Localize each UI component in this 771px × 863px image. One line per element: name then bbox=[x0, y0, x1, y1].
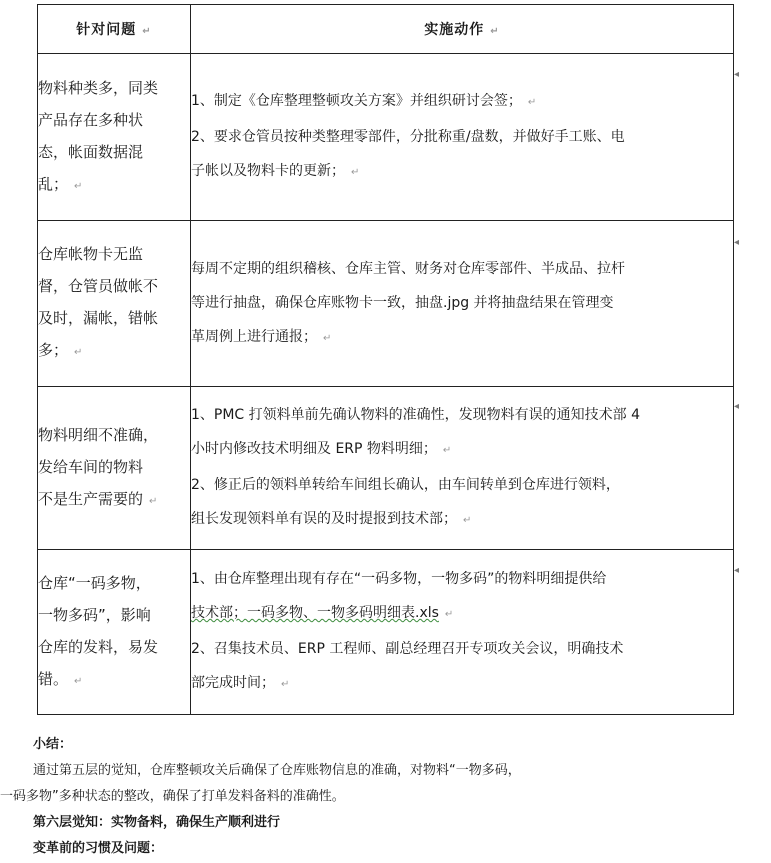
header-action: 实施动作 ↵ bbox=[191, 5, 734, 54]
paragraph-mark-icon: ↵ bbox=[351, 167, 360, 178]
action-cell: 每周不定期的组织稽核、仓库主管、财务对仓库零部件、半成品、拉杆 等进行抽盘，确保仓库账物卡一致，抽盘.jpg 并将抽盘结果在管理变 革周例上进行通报； ↵ bbox=[191, 221, 734, 387]
table-row bbox=[38, 387, 734, 550]
paragraph-mark-icon: ↵ bbox=[149, 495, 158, 507]
summary-line-1: 通过第五层的觉知，仓库整顿攻关后确保了仓库账物信息的准确，对物料“一物多码， bbox=[33, 763, 521, 778]
paragraph-mark-icon: ↵ bbox=[74, 180, 83, 192]
margin-mark-icon: ◂ bbox=[734, 401, 740, 412]
paragraph-mark-icon: ↵ bbox=[463, 515, 472, 526]
paragraph-mark-icon: ↵ bbox=[74, 675, 83, 687]
problem-cell: 物料明细不准确， 发给车间的物料 不是生产需要的 ↵ bbox=[38, 387, 191, 550]
summary-line-2: 一码多物”多种状态的整改，确保了打单发料备料的准确性。 bbox=[0, 789, 345, 804]
paragraph-mark-icon: ↵ bbox=[442, 445, 452, 456]
section-subheading: 变革前的习惯及问题： bbox=[33, 841, 164, 856]
problem-cell: 仓库帐物卡无监 督，仓管员做帐不 及时，漏帐，错帐 多； ↵ bbox=[38, 221, 191, 387]
table-row bbox=[38, 54, 734, 221]
paragraph-mark-icon: ↵ bbox=[444, 609, 454, 620]
margin-mark-icon: ◂ bbox=[734, 237, 740, 248]
paragraph-mark-icon: ↵ bbox=[490, 26, 500, 37]
problem-cell: 物料种类多，同类 产品存在多种状 态，帐面数据混 乱； ↵ bbox=[38, 54, 191, 221]
table-row bbox=[38, 550, 734, 715]
paragraph-mark-icon: ↵ bbox=[281, 679, 290, 690]
section-heading: 第六层觉知：实物备料，确保生产顺利进行 bbox=[33, 815, 281, 830]
action-cell: 1、制定《仓库整理整顿攻关方案》并组织研讨会签； ↵ 2、要求仓管员按种类整理零部件，分批称重/盘数，并做好手工账、电 子帐以及物料卡的更新； ↵ bbox=[191, 54, 734, 221]
margin-mark-icon: ◂ bbox=[734, 69, 740, 80]
paragraph-mark-icon: ↵ bbox=[323, 332, 332, 344]
summary-title: 小结： bbox=[33, 737, 73, 752]
margin-mark-icon: ◂ bbox=[734, 565, 740, 576]
action-cell: 1、PMC 打领料单前先确认物料的准确性，发现物料有误的通知技术部 4 小时内修改技术明细及 ERP 物料明细； ↵ 2、修正后的领料单转给车间组长确认，由车间转单到仓库进行领料， 组长发现领料单有误的及时提报到技术部； ↵ bbox=[191, 387, 734, 550]
paragraph-mark-icon: ↵ bbox=[142, 26, 152, 37]
problem-cell: 仓库“一码多物， 一物多码”，影响 仓库的发料，易发 错。 ↵ bbox=[38, 550, 191, 715]
table-row bbox=[38, 221, 734, 387]
table-header-row bbox=[38, 5, 734, 54]
paragraph-mark-icon: ↵ bbox=[527, 97, 537, 108]
header-problem: 针对问题 ↵ bbox=[38, 5, 191, 54]
action-cell: 1、由仓库整理出现有存在“一码多物，一物多码”的物料明细提供给 技术部；一码多物、一物多码明细表.xls ↵ 2、召集技术员、ERP 工程师、副总经理召开专项攻关会议，明确技术 部完成时间； ↵ bbox=[191, 550, 734, 715]
paragraph-mark-icon: ↵ bbox=[74, 347, 83, 358]
action-table bbox=[37, 4, 734, 715]
